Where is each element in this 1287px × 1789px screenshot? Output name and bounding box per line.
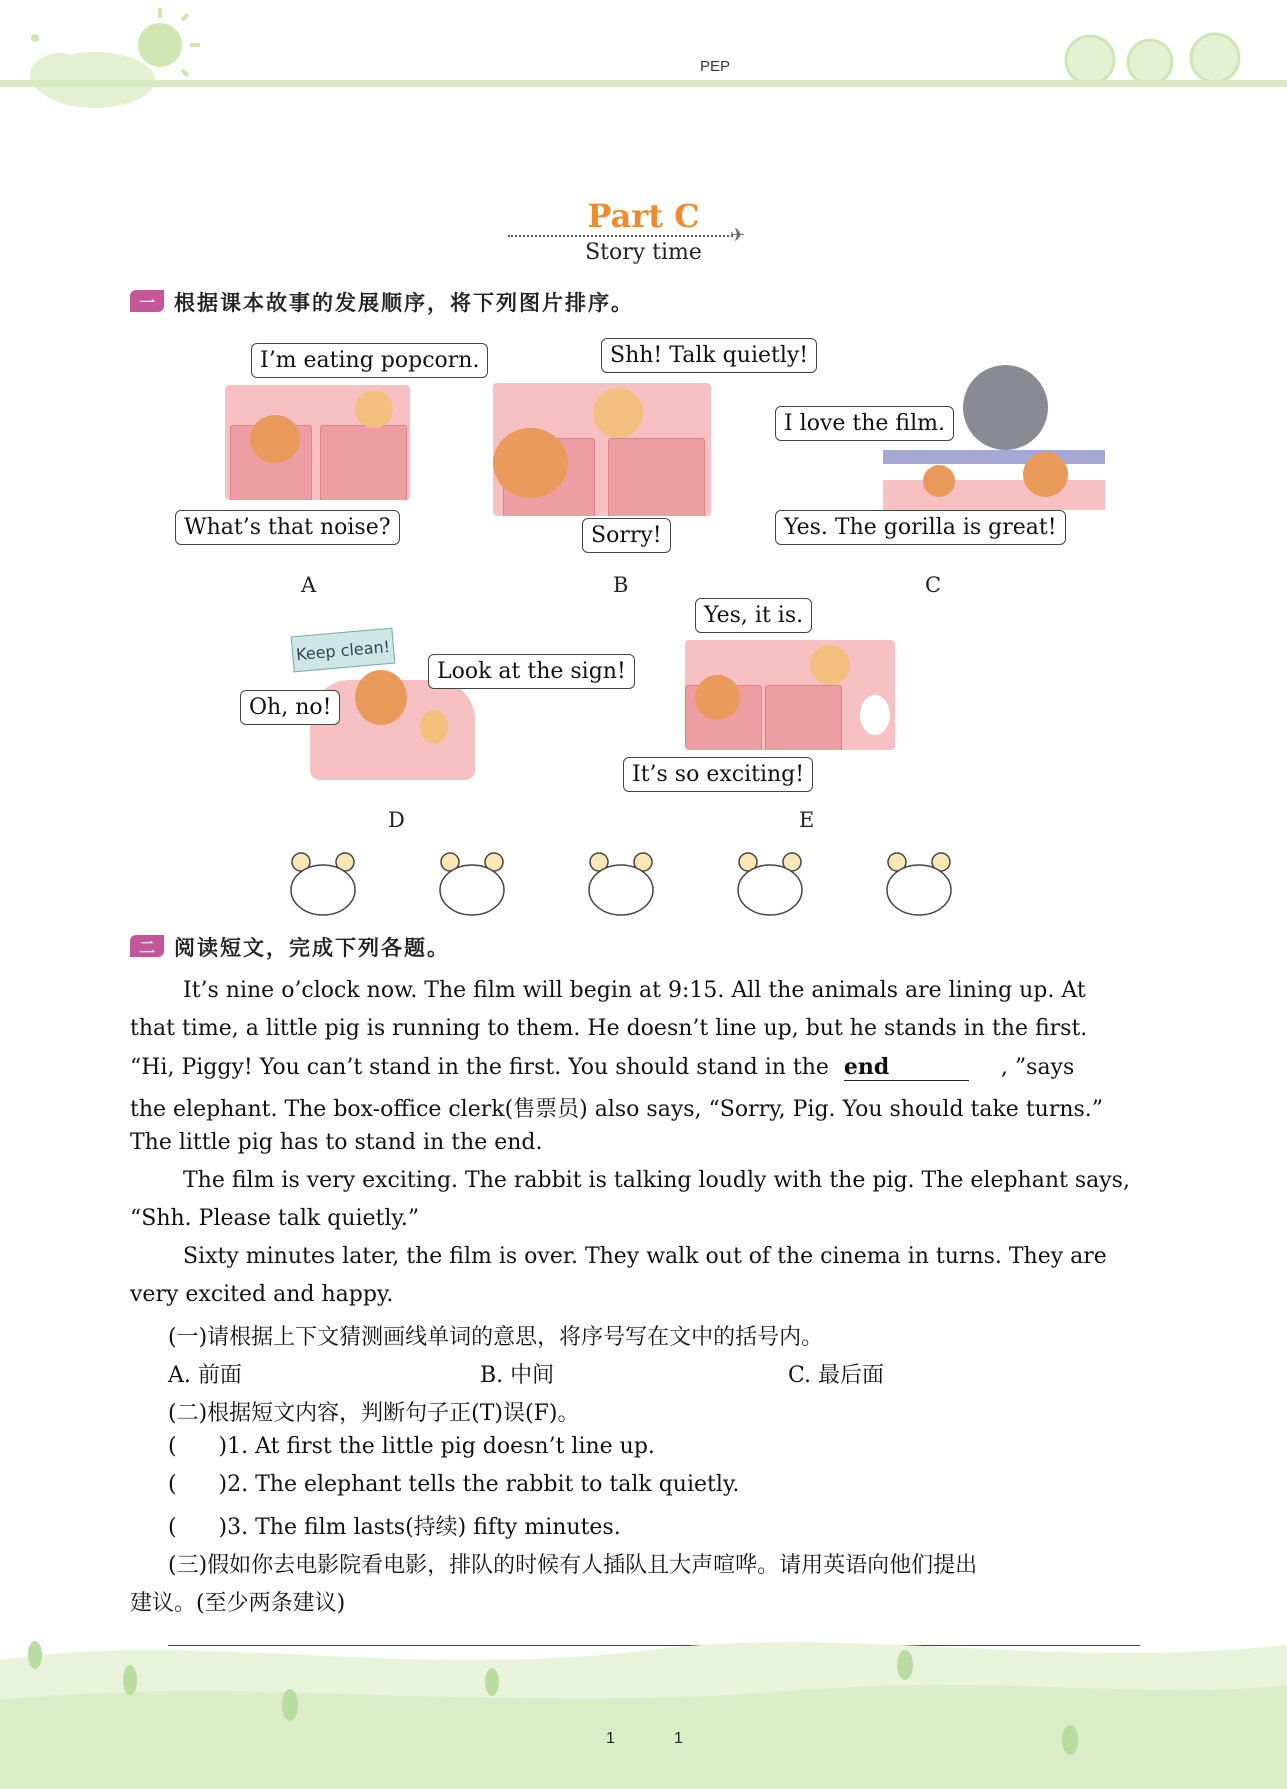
passage-line-5: The little pig has to stand in the end. [130,1130,543,1155]
answer-frame-1[interactable] [288,850,358,918]
section-badge-1: 一 [130,290,164,312]
passage-line-4: the elephant. The box-office clerk(售票员) also says, “Sorry, Pig. You should take turns.” [130,1097,1104,1122]
story-panel-a [225,385,410,500]
q1-option-a: A. 前面 [168,1363,242,1388]
q1-option-c: C. 最后面 [788,1363,885,1388]
story-panel-b [493,383,711,516]
section-badge-2: 二 [130,935,164,957]
bubble-c-2: Yes. The gorilla is great! [775,510,1066,545]
panel-label-b: B [613,573,629,597]
bubble-b-1: Shh! Talk quietly! [601,338,817,373]
header-bar [0,80,1287,87]
answer-frame-3[interactable] [586,850,656,918]
plane-icon: ✈ [730,225,746,246]
panel-label-d: D [388,808,405,832]
story-panel-e [685,640,895,750]
q3-title-line2: 建议。(至少两条建议) [130,1591,346,1616]
passage-line-6: The film is very exciting. The rabbit is talking loudly with the pig. The elephant says, [183,1168,1130,1193]
passage-line-8: Sixty minutes later, the film is over. They walk out of the cinema in turns. They are [183,1244,1107,1269]
answer-frame-5[interactable] [884,850,954,918]
answer-frame-2[interactable] [437,850,507,918]
header-decoration-left [0,0,210,110]
panel-label-a: A [301,573,317,597]
passage-line-1: It’s nine o’clock now. The film will begin at 9:15. All the animals are lining up. At [183,978,1086,1003]
answer-frame-4[interactable] [735,850,805,918]
bubble-e-1: Yes, it is. [695,598,812,633]
passage-line-3: “Hi, Piggy! You can’t stand in the first. You should stand in the end , ”says [130,1054,1075,1080]
q2-item-2: ( )2. The elephant tells the rabbit to talk quietly. [168,1472,740,1497]
tf-answer-2[interactable]: ( ) [168,1472,228,1497]
page-number-right: 1 [674,1730,683,1747]
bubble-a-2: What’s that noise? [175,510,400,545]
footer-hills [0,1620,1287,1789]
q2-item-3: ( )3. The film lasts(持续) fifty minutes. [168,1515,621,1540]
section-title-1: 根据课本故事的发展顺序，将下列图片排序。 [174,291,634,315]
bubble-c-1: I love the film. [775,406,954,441]
q1-option-b: B. 中间 [480,1363,555,1388]
part-subtitle: Story time [585,240,702,265]
keep-clean-sign: Keep clean! [291,628,396,673]
series-label: PEP [700,58,731,75]
bubble-d-2: Look at the sign! [428,654,635,689]
bubble-d-1: Oh, no! [240,690,340,725]
panel-label-c: C [925,573,942,597]
q3-title-line1: (三)假如你去电影院看电影，排队的时候有人插队且大声喧哗。请用英语向他们提出 [168,1553,978,1578]
passage-line-2: that time, a little pig is running to them. He doesn’t line up, but he stands in the first. [130,1016,1088,1041]
underlined-word: end [844,1054,969,1081]
tf-answer-3[interactable]: ( ) [168,1515,228,1540]
bubble-a-1: I’m eating popcorn. [251,343,488,378]
passage-line-9: very excited and happy. [130,1282,394,1307]
page-number-left: 1 [606,1730,615,1747]
q1-title: (一)请根据上下文猜测画线单词的意思，将序号写在文中的括号内。 [168,1325,824,1350]
q2-title: (二)根据短文内容，判断句子正(T)误(F)。 [168,1401,580,1426]
bubble-b-2: Sorry! [582,518,671,553]
tf-answer-1[interactable]: ( ) [168,1434,228,1459]
passage-line-7: “Shh. Please talk quietly.” [130,1206,420,1231]
section-title-2: 阅读短文，完成下列各题。 [174,936,450,960]
title-divider [508,235,733,237]
part-title: Part C [587,197,700,235]
q2-item-1: ( )1. At first the little pig doesn’t line up. [168,1434,655,1459]
bubble-e-2: It’s so exciting! [623,757,813,792]
panel-label-e: E [799,808,815,832]
